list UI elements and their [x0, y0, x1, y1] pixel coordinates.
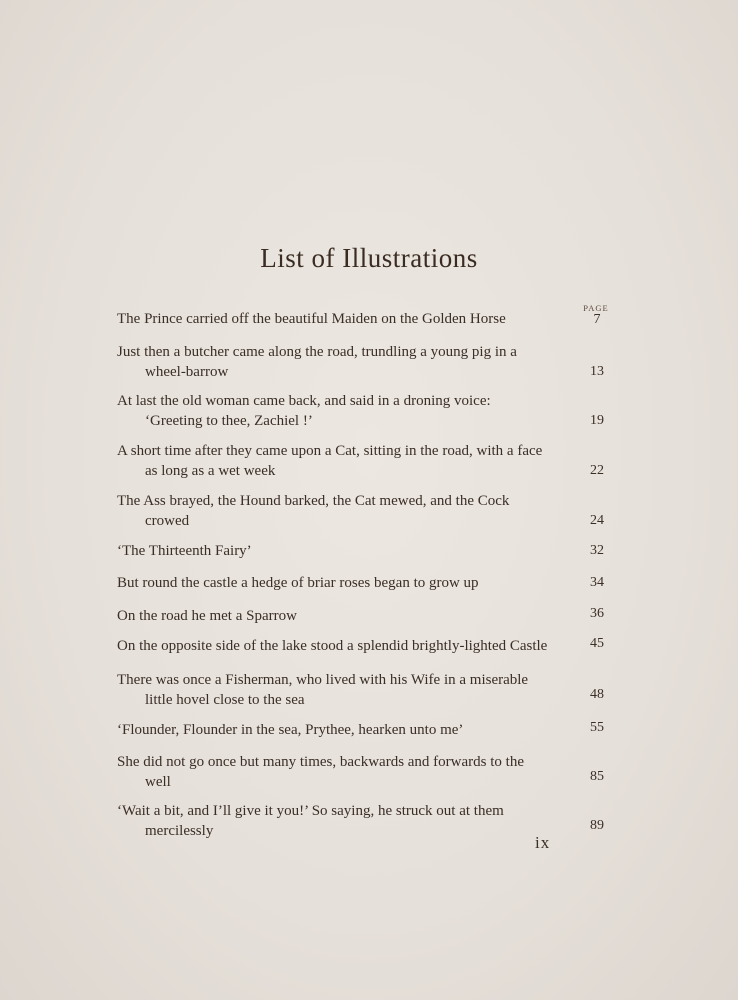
- illustration-entry: [117, 309, 617, 329]
- entry-line: But round the castle a hedge of briar roses began to grow up: [117, 575, 479, 591]
- entry-line: crowed: [145, 513, 190, 529]
- entry-line: At last the old woman came back, and said in a droning voice:: [117, 393, 491, 409]
- entry-line: as long as a wet week: [145, 463, 276, 479]
- entry-line: Just then a butcher came along the road, trundling a young pig in a: [117, 344, 517, 360]
- page-number: 22: [590, 463, 604, 478]
- illustration-entry: [117, 342, 617, 382]
- page-title: List of Illustrations: [260, 243, 478, 273]
- entry-line: The Ass brayed, the Hound barked, the Cat mewed, and the Cock: [117, 493, 510, 509]
- illustration-entry: [117, 491, 617, 531]
- entry-line: mercilessly: [145, 823, 214, 839]
- illustration-entry: [117, 670, 617, 710]
- entry-line: ‘Flounder, Flounder in the sea, Prythee, hearken unto me’: [117, 722, 464, 738]
- entry-line: little hovel close to the sea: [145, 692, 305, 708]
- page-number: 36: [590, 606, 604, 621]
- page-number: 13: [590, 364, 604, 379]
- entry-line: On the opposite side of the lake stood a splendid brightly-lighted Castle: [117, 638, 548, 654]
- entry-line: wheel-barrow: [145, 364, 229, 380]
- illustration-entry: [117, 441, 617, 481]
- page-number: 7: [593, 312, 601, 327]
- entry-line: ‘Greeting to thee, Zachiel !’: [145, 413, 313, 429]
- page-number: 55: [590, 720, 604, 735]
- illustration-entry: [117, 541, 617, 561]
- entry-line: ‘Wait a bit, and I’ll give it you!’ So saying, he struck out at them: [117, 803, 504, 819]
- page-number: 34: [590, 575, 604, 590]
- page-number: 19: [590, 413, 604, 428]
- entry-line: There was once a Fisherman, who lived with his Wife in a miserable: [117, 672, 529, 688]
- entry-line: A short time after they came upon a Cat, sitting in the road, with a face: [117, 443, 543, 459]
- page-number: 89: [590, 818, 604, 833]
- illustration-entry: [117, 636, 617, 656]
- page-number: 45: [590, 636, 604, 651]
- illustration-entry: [117, 391, 617, 431]
- page-number: 32: [590, 543, 604, 558]
- page-number: 85: [590, 769, 604, 784]
- entry-line: The Prince carried off the beautiful Maiden on the Golden Horse: [117, 311, 506, 327]
- illustration-entry: [117, 752, 617, 792]
- illustration-entry: [117, 606, 617, 626]
- page-column-label: PAGE: [583, 303, 609, 313]
- illustration-entry: [117, 573, 617, 593]
- entry-line: ‘The Thirteenth Fairy’: [117, 543, 252, 559]
- entry-line: well: [145, 774, 171, 790]
- page-number: 24: [590, 513, 604, 528]
- entry-line: She did not go once but many times, backwards and forwards to the: [117, 754, 524, 770]
- folio-page-number: ix: [535, 833, 551, 852]
- entry-line: On the road he met a Sparrow: [117, 608, 297, 624]
- page-number: 48: [590, 687, 604, 702]
- illustration-entry: [117, 720, 617, 740]
